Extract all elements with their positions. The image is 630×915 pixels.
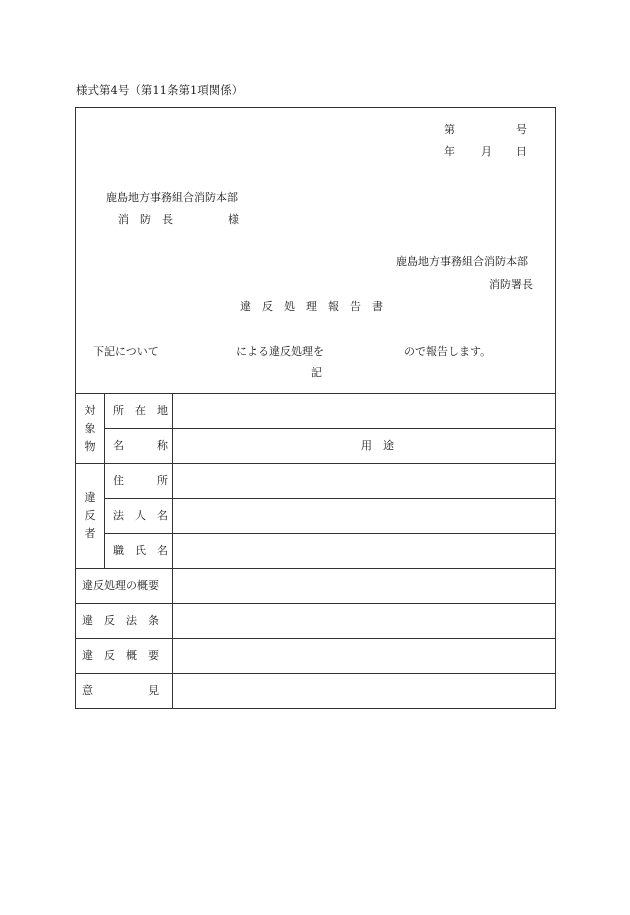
address-label: 住 所 bbox=[113, 474, 168, 487]
form-number: 様式第4号（第11条第1項関係） bbox=[76, 83, 244, 97]
recipient-organization: 鹿島地方事務組合消防本部 bbox=[106, 191, 238, 204]
label-column-divider bbox=[172, 393, 173, 709]
sender-title: 消防署長 bbox=[489, 278, 533, 291]
target-object-group-label: 対象物 bbox=[84, 404, 96, 453]
row-divider bbox=[75, 568, 556, 569]
row-divider bbox=[75, 673, 556, 674]
recipient-title: 消 防 長 bbox=[118, 213, 173, 226]
corporate-name-label: 法 人 名 bbox=[113, 509, 168, 522]
violation-summary-label: 違反処理の概要 bbox=[82, 579, 159, 592]
table-top-line bbox=[75, 393, 556, 394]
location-label: 所 在 地 bbox=[113, 404, 168, 417]
date-month: 月 bbox=[481, 145, 492, 158]
name-label: 名 称 bbox=[113, 439, 168, 452]
row-divider bbox=[75, 603, 556, 604]
date-year: 年 bbox=[444, 145, 455, 158]
position-name-label: 職 氏 名 bbox=[113, 544, 168, 557]
sender-organization: 鹿島地方事務組合消防本部 bbox=[396, 255, 528, 268]
violated-law-label: 違 反 法 条 bbox=[82, 614, 159, 627]
recipient-honorific: 様 bbox=[228, 213, 239, 226]
body-text-part3: ので報告します。 bbox=[404, 345, 492, 358]
violator-group-label: 違反者 bbox=[84, 491, 96, 540]
body-text-part2: による違反処理を bbox=[236, 345, 324, 358]
number-prefix: 第 bbox=[444, 123, 455, 136]
document-title: 違 反 処 理 報 告 書 bbox=[240, 300, 383, 313]
row-divider bbox=[75, 463, 556, 464]
usage-label: 用 途 bbox=[361, 439, 394, 452]
row-divider bbox=[75, 638, 556, 639]
number-suffix: 号 bbox=[516, 123, 527, 136]
ki-label: 記 bbox=[311, 366, 322, 379]
body-text-part1: 下記について bbox=[93, 345, 159, 358]
group-column-divider bbox=[104, 393, 105, 568]
opinion-label: 意 見 bbox=[82, 684, 159, 697]
violation-outline-label: 違 反 概 要 bbox=[82, 649, 159, 662]
date-day: 日 bbox=[516, 145, 527, 158]
